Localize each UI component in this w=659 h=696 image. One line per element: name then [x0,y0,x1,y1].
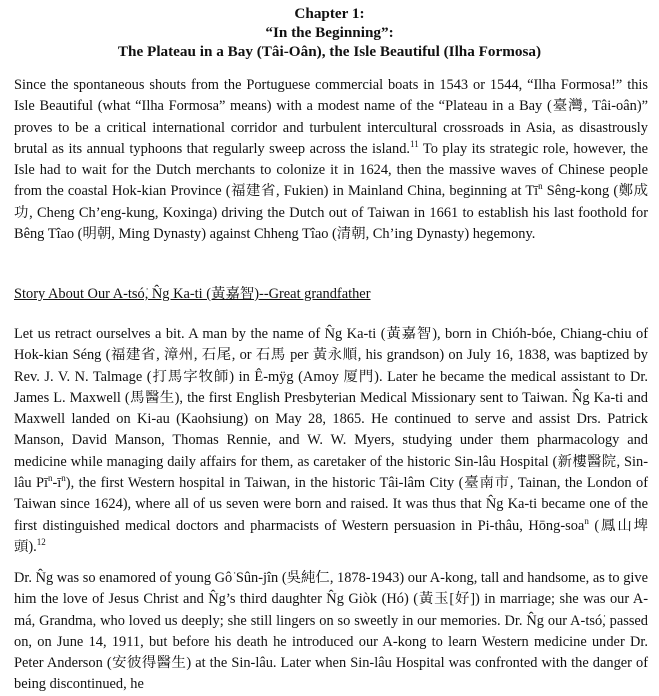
intro-text-1: Since the spontaneous shouts from the Portuguese commercial boats in 1543 or 1544, “Ilha Formosa!” this Isle Beautiful (what “Ilha Formosa” means) with a modest name of the “Plateau in a Bay (臺灣, Tâi-oân)” proves to be a critical international corridor and turbulent intercultural crossroads in Asia, as disastrously brutal as its annual typhoons that regularly sweep across the island. [14,77,648,157]
nasal-mark: n [48,473,53,484]
story1-text-3: ), the first Western hospital in Taiwan, in the historic Tâi-lâm City (臺南市, Tainan, the London of Taiwan since 1624), where all of us seven were born and raised. It was thus that N̂g Ka-ti became one of the first distinguished medical doctors and pharmacists of Western persuasion in Pi-thâu, Hōng-soa [14,475,648,534]
nasal-mark: n [584,515,589,526]
story1-text-4: (鳳山埤頭). [14,517,649,555]
story1-text-1: Let us retract ourselves a bit. A man by the name of N̂g Ka-ti (黃嘉智), born in Chióh-bóe, Chiang-chiu of Hok-kian Séng (福建省, 漳州, 石尾, or 石馬 per 黃永順, his grandson) on July 16, 1838, was baptized by Rev. J. V. N. Talmage (打馬字牧師) in Ê-mÿg (Amoy 厦門). Later he became the medical assistant to Dr. James L. Maxwell (馬醫生), the first English Presbyterian Medical Missionary sent to Taiwan. N̂g Ka-ti and Maxwell landed on Ki-au (Kaohsiung) on May 28, 1865. He continued to serve and assist Drs. Patrick Manson, David Manson, Thomas Rennie, and W. W. Myers, studying under them pharmacology and medicine while managing daily affairs for them, as caretaker of the historic Sin-lâu Hospital (新樓醫院, Sin-lâu Pī [14,326,648,492]
story1-text-2: -ī [52,475,62,492]
intro-paragraph [14,75,648,245]
chapter-number: Chapter 1: [294,5,365,22]
nasal-mark: n [61,473,66,484]
chapter-title: “In the Beginning”: [265,24,394,41]
footnote-ref-11[interactable]: 11 [410,139,419,150]
chapter-heading [0,4,659,61]
nasal-mark: n [538,181,543,192]
intro-text-2: To play its strategic role, however, the Isle had to wait for the Dutch merchants to colonize it in 1624, then the massive waves of Chinese people from the coastal Hok-kian Province (福建省, Fukien) in Mainland China, beginning at Tī [14,140,649,200]
section-title: Story About Our A-tsó͘, N̂g Ka-ti (黃嘉智)--Great grandfather [14,286,371,302]
intro-text-3: Sêng-kong (鄭成功, Cheng Ch’eng-kung, Koxinga) driving the Dutch out of Taiwan in 1661 to establish his last foothold for Bêng Tîao (明朝, Ming Dynasty) against Chheng Tîao (清朝, Ch’ing Dynasty) hegemony. [14,183,648,243]
footnote-ref-12[interactable]: 12 [36,537,46,548]
chapter-subtitle: The Plateau in a Bay (Tâi-Oân), the Isle Beautiful (Ilha Formosa) [117,43,542,60]
story-paragraph-2: Dr. N̂g was so enamored of young Gô͘ Sûn-jîn (吳純仁, 1878-1943) our A-kong, tall and handsome, as to give him the love of Jesus Christ and N̂g’s third daughter N̂g Giòk (Hó) (黃玉[好]) in marriage; she was our A-má, Grandma, who loved us deeply; she still lingers on so sweetly in our memories. Dr. N̂g our A-tsó͘, passed on, on June 14, 1911, but before his death he introduced our A-kong to learn Western medicine under Dr. Peter Anderson (安彼得醫生) at the Sin-lâu. Later when Sin-lâu Hospital was confronted with the danger of being discontinued, he [14,570,648,693]
story-paragraph-1 [14,324,648,558]
